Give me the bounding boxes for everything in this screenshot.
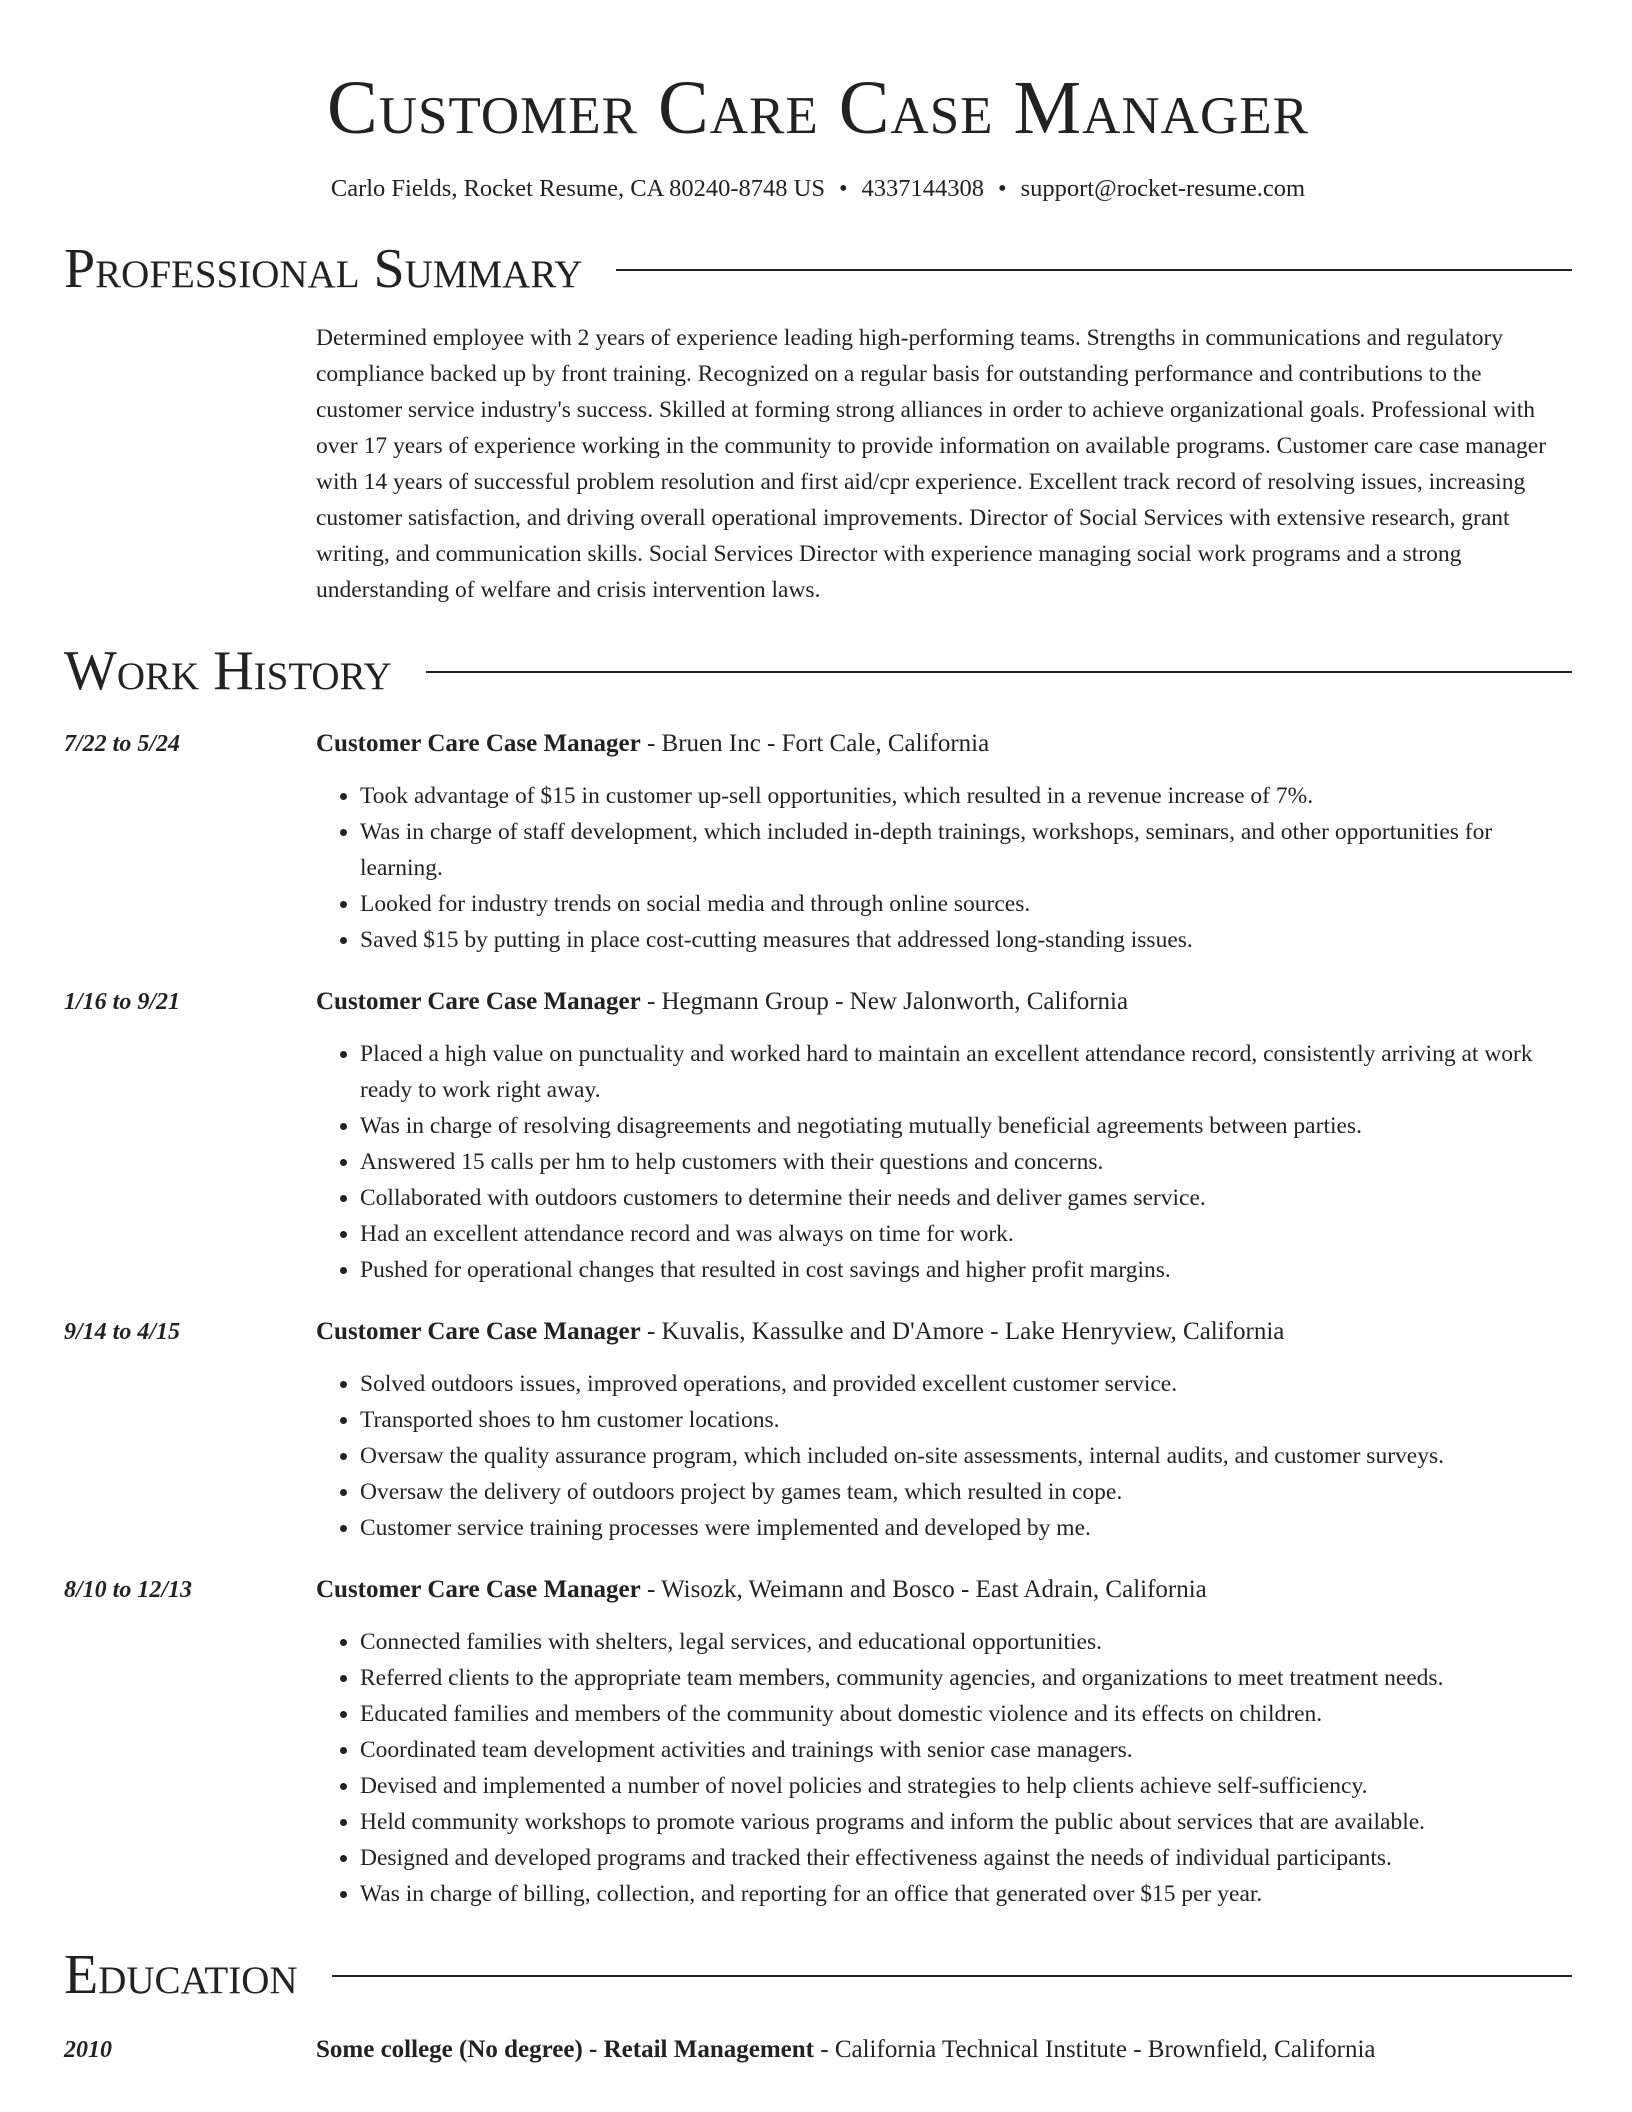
section-title-summary: Professional Summary — [64, 238, 583, 300]
job-entry — [64, 1314, 1572, 1546]
job-bullet: • Customer service training processes were implemented and developed by me. — [360, 1510, 1572, 1546]
job-role: Customer Care Case Manager — [316, 730, 641, 757]
job-body — [316, 1314, 1572, 1546]
job-heading — [316, 1572, 1572, 1608]
contact-phone: 4337144308 — [861, 175, 985, 202]
education-details: - California Technical Institute - Brownfield, California — [814, 2036, 1376, 2063]
job-details: - Bruen Inc - Fort Cale, California — [640, 730, 990, 757]
job-role: Customer Care Case Manager — [316, 1318, 641, 1345]
contact-address: Carlo Fields, Rocket Resume, CA 80240-8748 US — [330, 175, 825, 202]
resume-page — [64, 0, 1572, 2068]
job-bullet: • Had an excellent attendance record and was always on time for work. — [360, 1216, 1572, 1252]
section-title-education: Education — [64, 1944, 298, 2006]
job-bullets — [316, 1366, 1572, 1546]
section-rule — [616, 269, 1572, 271]
work-history-list — [64, 726, 1572, 1912]
contact-email[interactable]: support@rocket-resume.com — [1020, 175, 1306, 202]
job-bullet: • Designed and developed programs and tracked their effectiveness against the needs of individual participants. — [360, 1840, 1572, 1876]
job-entry — [64, 726, 1572, 958]
section-rule — [426, 671, 1572, 673]
job-bullet: • Connected families with shelters, legal services, and educational opportunities. — [360, 1624, 1572, 1660]
job-bullet: • Saved $15 by putting in place cost-cutting measures that addressed long-standing issues. — [360, 922, 1572, 958]
job-details: - Hegmann Group - New Jalonworth, California — [640, 988, 1129, 1015]
education-entry — [64, 2032, 1572, 2068]
job-bullets — [316, 778, 1572, 958]
job-bullets — [316, 1036, 1572, 1288]
job-bullet: • Coordinated team development activities and trainings with senior case managers. — [360, 1732, 1572, 1768]
job-dates: 1/16 to 9/21 — [64, 989, 181, 1015]
job-bullet: • Answered 15 calls per hm to help customers with their questions and concerns. — [360, 1144, 1572, 1180]
job-bullet: • Oversaw the quality assurance program, which included on-site assessments, internal audits, and customer surveys. — [360, 1438, 1572, 1474]
summary-text: Determined employee with 2 years of experience leading high-performing teams. Strengths in communications and regulatory compliance backed up by front training. Recognized on a regular basis for outstanding performance and contributions to the customer service industry's success. Skilled at forming strong alliances in order to achieve organizational goals. Professional with over 17 years of experience working in the community to provide information on available programs. Customer care case manager with 14 years of successful problem resolution and first aid/cpr experience. Excellent track record of resolving issues, increasing customer satisfaction, and driving overall operational improvements. Director of Social Services with extensive research, grant writing, and communication skills. Social Services Director with experience managing social work programs and a strong understanding of welfare and crisis intervention laws. — [316, 325, 1547, 603]
job-entry — [64, 1572, 1572, 1912]
job-dates: 9/14 to 4/15 — [64, 1319, 181, 1345]
job-bullets — [316, 1624, 1572, 1912]
education-date: 2010 — [64, 2037, 112, 2063]
job-body — [316, 984, 1572, 1288]
contact-separator: • — [838, 175, 848, 202]
job-bullet: • Took advantage of $15 in customer up-sell opportunities, which resulted in a revenue increase of 7%. — [360, 778, 1572, 814]
job-role: Customer Care Case Manager — [316, 988, 641, 1015]
job-bullet: • Was in charge of staff development, which included in-depth trainings, workshops, seminars, and other opportunities for learning. — [360, 814, 1572, 886]
job-bullet: • Devised and implemented a number of novel policies and strategies to help clients achieve self-sufficiency. — [360, 1768, 1572, 1804]
contact-separator: • — [998, 175, 1007, 202]
job-bullet: • Collaborated with outdoors customers to determine their needs and deliver games service. — [360, 1180, 1572, 1216]
job-heading — [316, 726, 1572, 762]
job-entry — [64, 984, 1572, 1288]
education-body — [316, 2032, 1572, 2068]
section-rule — [332, 1975, 1572, 1977]
job-heading — [316, 984, 1572, 1020]
job-bullet: • Was in charge of billing, collection, and reporting for an office that generated over $15 per year. — [360, 1876, 1572, 1912]
job-body — [316, 726, 1572, 958]
section-title-work: Work History — [64, 640, 392, 702]
document-title: Customer Care Case Manager — [327, 66, 1309, 150]
job-role: Customer Care Case Manager — [316, 1576, 641, 1603]
job-bullet: • Educated families and members of the community about domestic violence and its effects on children. — [360, 1696, 1572, 1732]
job-details: - Kuvalis, Kassulke and D'Amore - Lake Henryview, California — [640, 1318, 1285, 1345]
job-dates: 8/10 to 12/13 — [64, 1577, 193, 1603]
job-bullet: • Referred clients to the appropriate team members, community agencies, and organizations to meet treatment needs. — [360, 1660, 1572, 1696]
job-bullet: • Placed a high value on punctuality and worked hard to maintain an excellent attendance record, consistently arriving at work ready to work right away. — [360, 1036, 1572, 1108]
job-bullet: • Oversaw the delivery of outdoors project by games team, which resulted in cope. — [360, 1474, 1572, 1510]
job-details: - Wisozk, Weimann and Bosco - East Adrain, California — [640, 1576, 1207, 1603]
job-body — [316, 1572, 1572, 1912]
job-bullet: • Pushed for operational changes that resulted in cost savings and higher profit margins. — [360, 1252, 1572, 1288]
job-heading — [316, 1314, 1572, 1350]
section-header-summary — [64, 236, 1572, 302]
job-dates: 7/22 to 5/24 — [64, 731, 181, 757]
job-bullet: • Held community workshops to promote various programs and inform the public about services that are available. — [360, 1804, 1572, 1840]
job-bullet: • Was in charge of resolving disagreements and negotiating mutually beneficial agreements between parties. — [360, 1108, 1572, 1144]
job-bullet: • Transported shoes to hm customer locations. — [360, 1402, 1572, 1438]
section-header-education — [64, 1942, 1572, 2008]
education-degree: Some college (No degree) - Retail Management — [316, 2036, 814, 2063]
section-header-work — [64, 638, 1572, 704]
job-bullet: • Solved outdoors issues, improved operations, and provided excellent customer service. — [360, 1366, 1572, 1402]
contact-line — [64, 172, 1572, 206]
job-bullet: • Looked for industry trends on social media and through online sources. — [360, 886, 1572, 922]
